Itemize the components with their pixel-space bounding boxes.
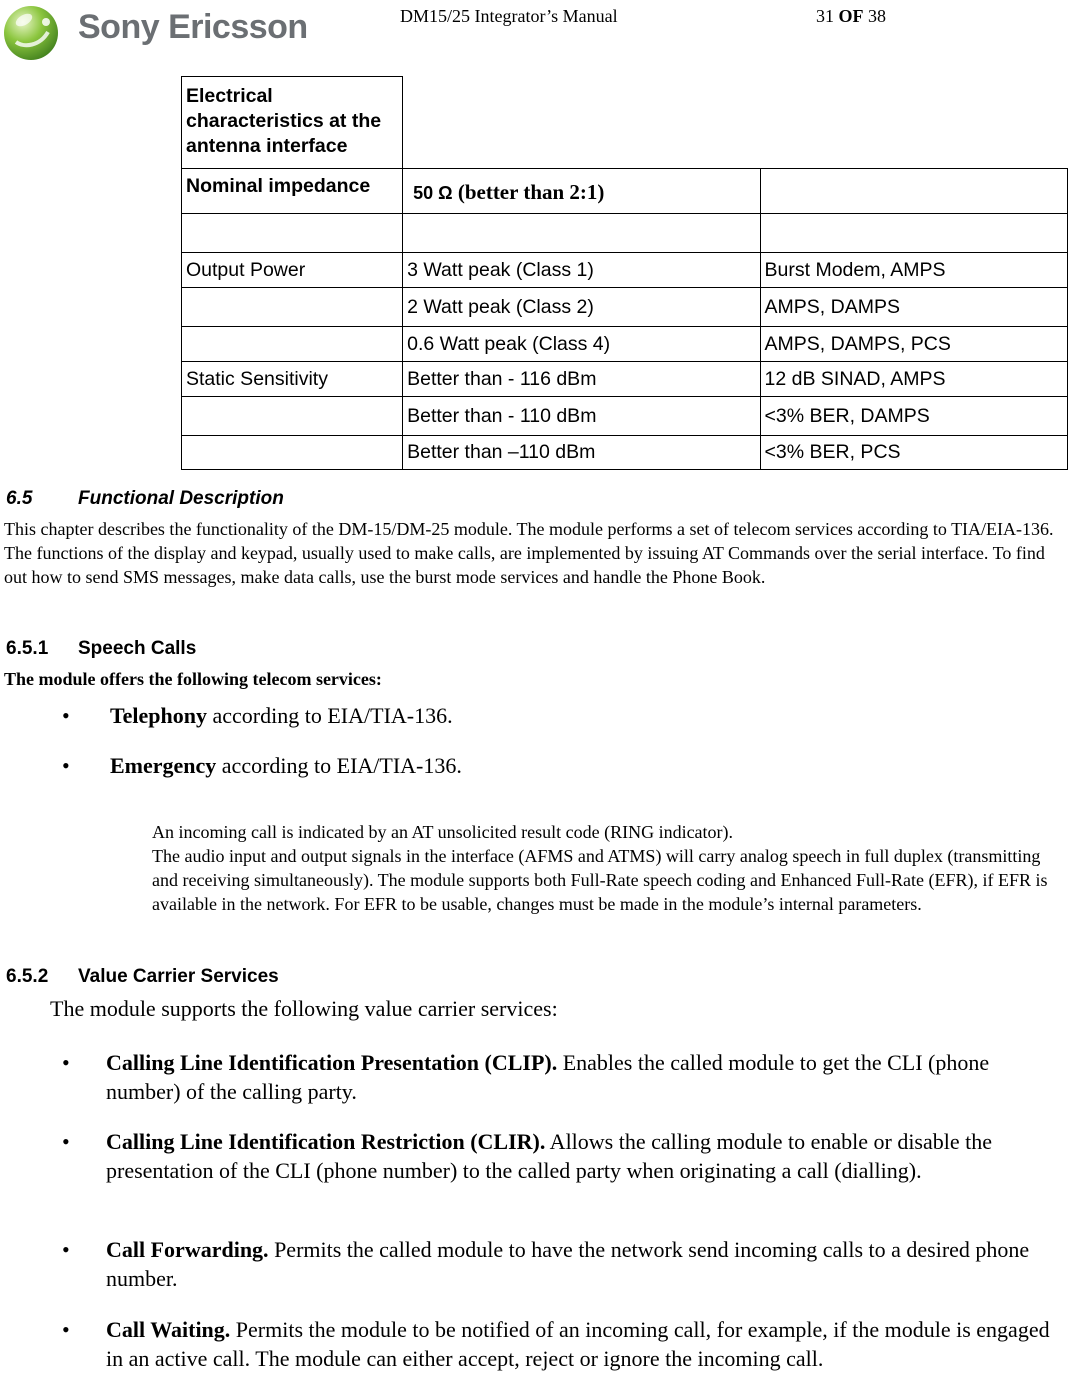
note-paragraph: The audio input and output signals in the interface (AFMS and ATMS) will carry analog speech in full duplex (transmitting and receiving simultaneously). The module supports both Full-Rate speech coding and Enhanced Full-Rate (EFR), if EFR is available in the network. For EFR to be usable, changes must be made in the module’s internal parameters. <box>152 846 1048 914</box>
table-cell: 0.6 Watt peak (Class 4) <box>403 327 760 362</box>
table-cell: 2 Watt peak (Class 2) <box>403 288 760 327</box>
table-cell: Output Power <box>182 253 403 288</box>
company-logo <box>0 0 310 66</box>
sony-ericsson-logo-icon <box>2 2 60 62</box>
table-cell <box>182 397 403 436</box>
impedance-value: 50 Ω (better than 2:1) <box>403 169 760 214</box>
table-row <box>182 214 1068 253</box>
list-item: • Call Forwarding. Permits the called module to have the network send incoming calls to a desired phone number. <box>62 1237 1030 1291</box>
table-heading: Electrical characteristics at the antenna interface <box>182 77 403 169</box>
table-cell: AMPS, DAMPS, PCS <box>760 327 1067 362</box>
table-cell: Better than –110 dBm <box>403 436 760 470</box>
table-cell <box>182 436 403 470</box>
table-row <box>182 362 1068 397</box>
table-cell: <3% BER, DAMPS <box>760 397 1067 436</box>
table-cell: Better than - 116 dBm <box>403 362 760 397</box>
section-heading-6-5-1: 6.5.1 Speech Calls <box>6 638 197 659</box>
table-cell: Static Sensitivity <box>182 362 403 397</box>
brand-name: Sony Ericsson <box>78 8 308 46</box>
note-paragraph: An incoming call is indicated by an AT unsolicited result code (RING indicator). <box>152 822 734 842</box>
section-lead: The module supports the following value carrier services: <box>50 996 558 1021</box>
document-title: DM15/25 Integrator’s Manual <box>400 6 618 26</box>
list-item: • Telephony according to EIA/TIA-136. <box>62 703 453 728</box>
table-cell: Better than - 110 dBm <box>403 397 760 436</box>
table-row <box>182 436 1068 470</box>
table-row <box>182 253 1068 288</box>
section-body: This chapter describes the functionality of the DM-15/DM-25 module. The module performs a set of telecom services according to TIA/EIA-136. The functions of the display and keypad, usually used to make calls, are implemented by issuing AT Commands over the serial interface. To find out how to send SMS messages, make data calls, use the burst mode services and handle the Phone Book. <box>4 519 1054 587</box>
table-row <box>182 77 1068 169</box>
table-cell: Burst Modem, AMPS <box>760 253 1067 288</box>
impedance-label: Nominal impedance <box>182 169 403 214</box>
table-cell <box>182 288 403 327</box>
table-cell: 12 dB SINAD, AMPS <box>760 362 1067 397</box>
table-row <box>182 397 1068 436</box>
section-heading-6-5: 6.5 Functional Description <box>6 488 284 509</box>
table-row <box>182 169 1068 214</box>
table-cell: <3% BER, PCS <box>760 436 1067 470</box>
table-cell: AMPS, DAMPS <box>760 288 1067 327</box>
section-lead: The module offers the following telecom services: <box>4 669 382 689</box>
list-item: • Call Waiting. Permits the module to be notified of an incoming call, for example, if the module is engaged in an active call. The module can either accept, reject or ignore the incoming call. <box>62 1317 1050 1371</box>
antenna-characteristics-table <box>181 76 1068 470</box>
table-row <box>182 288 1068 327</box>
section-heading-6-5-2: 6.5.2 Value Carrier Services <box>6 966 279 987</box>
table-row <box>182 327 1068 362</box>
list-item: • Calling Line Identification Presentation (CLIP). Enables the called module to get the CLI (phone number) of the calling party. <box>62 1050 990 1104</box>
table-cell <box>182 327 403 362</box>
table-cell: 3 Watt peak (Class 1) <box>403 253 760 288</box>
page-number: 31 OF 38 <box>816 6 886 26</box>
list-item: • Calling Line Identification Restriction (CLIR). Allows the calling module to enable or disable the presentation of the CLI (phone number) to the called party when originating a call (dialling). <box>62 1129 993 1183</box>
list-item: • Emergency according to EIA/TIA-136. <box>62 753 462 778</box>
